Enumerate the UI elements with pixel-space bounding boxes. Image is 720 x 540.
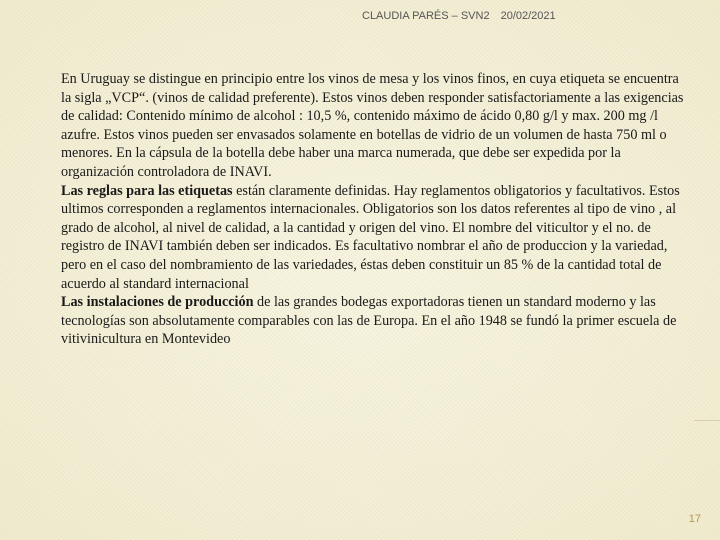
paragraph-installations-text: de las grandes bodegas exportadoras tienen un standard moderno y las tecnologías son absolutamente comparables con las de Europa. En el año 1948 se fundó la primer escuela de vitivinicultura en Montevideo (61, 294, 677, 348)
paragraph-labels (61, 182, 691, 294)
paragraph-labels-heading: Las reglas para las etiquetas (61, 182, 233, 199)
header-author: CLAUDIA PARÉS – SVN2 (362, 10, 490, 22)
divider (694, 420, 720, 421)
header-date: 20/02/2021 (500, 10, 556, 22)
slide-header (362, 10, 556, 22)
page-number: 17 (688, 513, 701, 525)
paragraph-installations (61, 293, 691, 349)
slide-body (61, 70, 691, 349)
paragraph-labels-text: están claramente definidas. Hay reglamentos obligatorios y facultativos. Estos ultimos corresponden a reglamentos internacionales. Obligatorios son los datos referentes al tipo de vino , al grado de alcohol, al nivel de calidad, a la cantidad y origen del vino. El nombre del viticultor y el no. de registro de INAVI también deben ser indicados. Es facultativo nombrar el año de produccion y la variedad, pero en el caso del nombramiento de las variedades, éstas deben constituir un 85 % de la cantidad total de acuerdo al standard internacional (61, 182, 680, 292)
paragraph-installations-heading: Las instalaciones de producción (61, 294, 254, 311)
paragraph-vcp: En Uruguay se distingue en principio entre los vinos de mesa y los vinos finos, en cuya etiqueta se encuentra la sigla „VCP“. (vinos de calidad preferente). Estos vinos deben responder satisfactoriamente a las exigencias de calidad: Contenido mínimo de alcohol : 10,5 %, contenido máximo de ácido 0,80 g/l y max. 200 mg /l azufre. Estos vinos pueden ser envasados solamente en botellas de vidrio de un volumen de hasta 750 ml o menores. En la cápsula de la botella debe haber una marca numerada, que debe ser expedida por la organización controladora de INAVI. (61, 71, 684, 180)
